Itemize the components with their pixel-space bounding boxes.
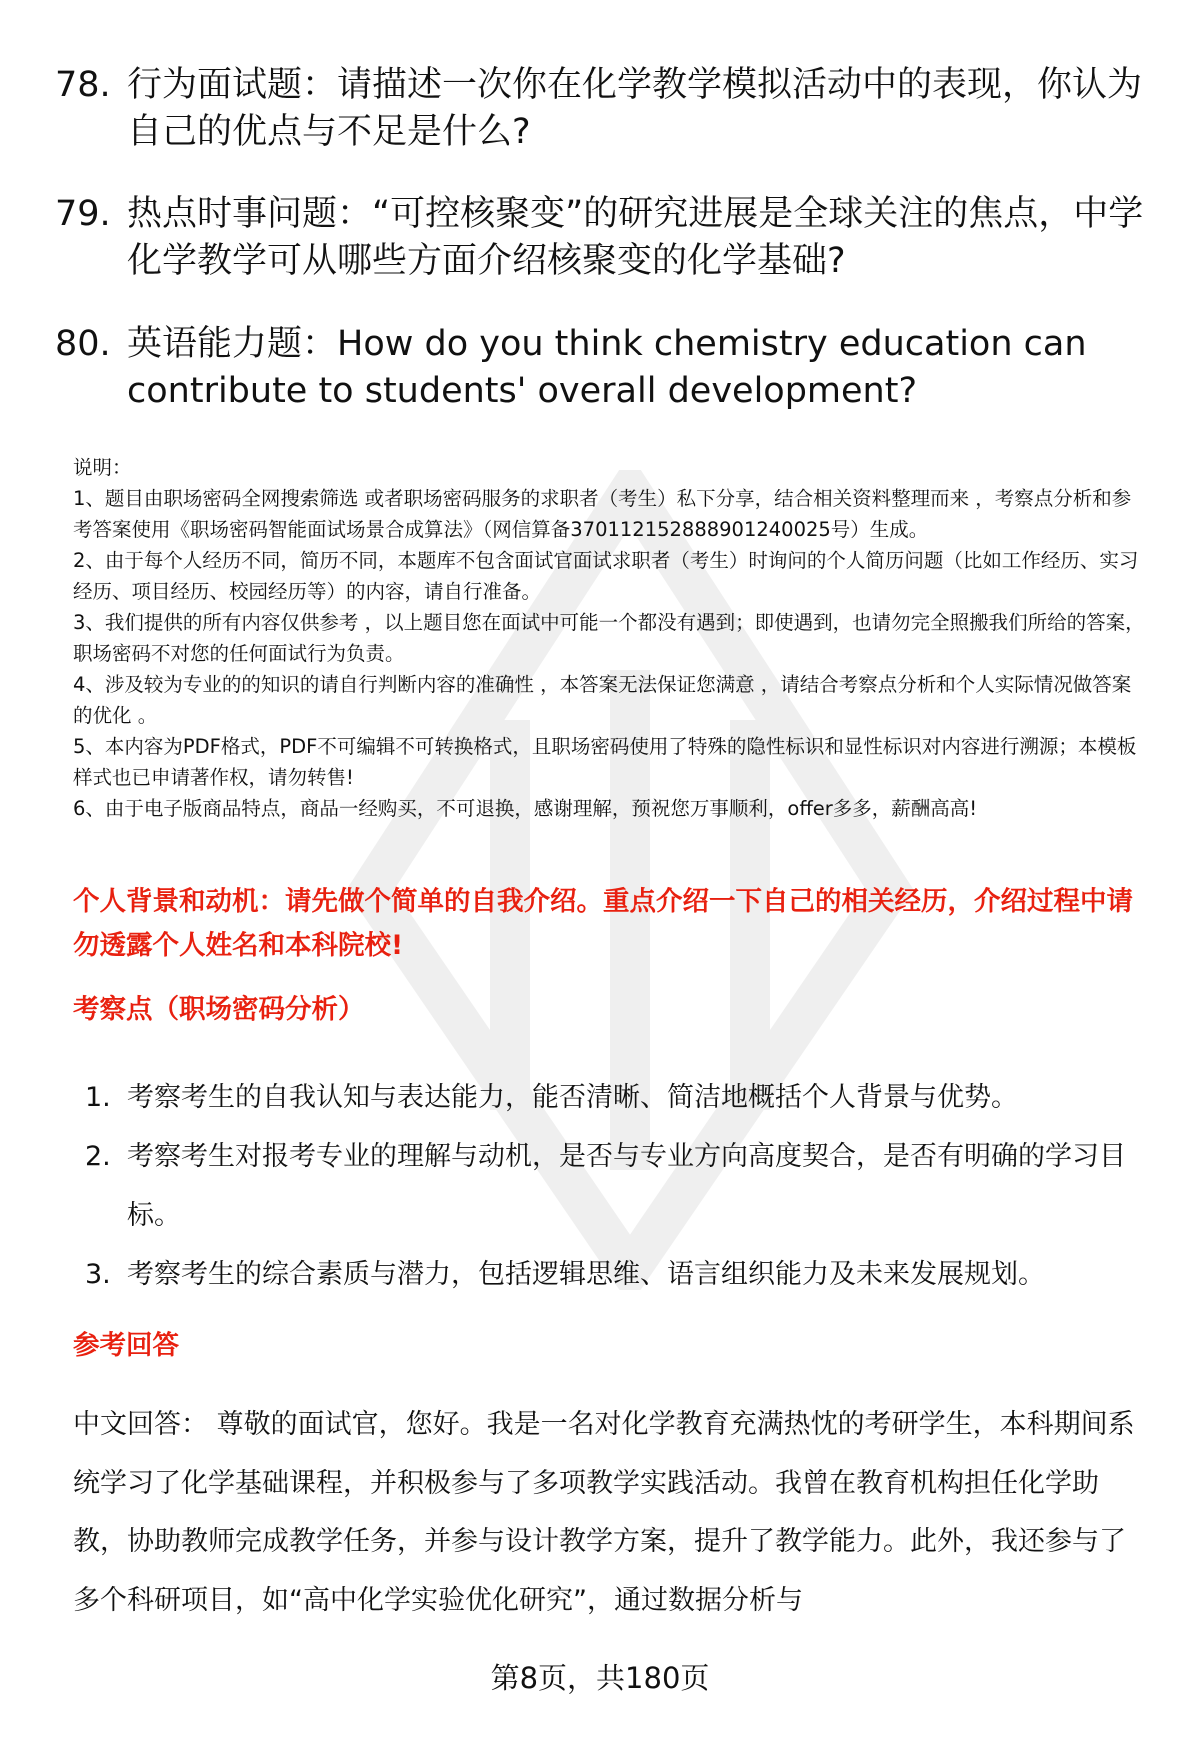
list-text: 考察考生的自我认知与表达能力，能否清晰、简洁地概括个人背景与优势。 (127, 1082, 1018, 1113)
question-79 (55, 191, 1145, 285)
list-item (85, 1068, 1165, 1127)
note-item: 1、题目由职场密码全网搜索筛选 或者职场密码服务的求职者（考生）私下分享，结合相关资料整理而来 ，考察点分析和参考答案使用《职场密码智能面试场景合成算法》（网信算备370112152888901240025号）生成。 (73, 487, 1132, 541)
question-number: 80. (55, 324, 111, 364)
list-item (85, 1127, 1165, 1245)
question-text: 行为面试题：请描述一次你在化学教学模拟活动中的表现，你认为自己的优点与不足是什么? (127, 65, 1143, 152)
list-number: 3. (85, 1259, 111, 1290)
page-footer: 第8页，共180页 (490, 1661, 710, 1695)
list-text: 考察考生对报考专业的理解与动机，是否与专业方向高度契合，是否有明确的学习目标。 (127, 1141, 1126, 1231)
note-item: 6、由于电子版商品特点，商品一经购买，不可退换，感谢理解，预祝您万事顺利，offer多多，薪酬高高! (73, 797, 978, 820)
list-number: 2. (85, 1141, 111, 1172)
list-item (85, 1245, 1165, 1304)
list-number: 1. (85, 1082, 111, 1113)
note-item: 2、由于每个人经历不同，简历不同，本题库不包含面试官面试求职者（考生）时询问的个人简历问题（比如工作经历、实习经历、项目经历、校园经历等）的内容，请自行准备。 (73, 549, 1139, 603)
list-text: 考察考生的综合素质与潜力，包括逻辑思维、语言组织能力及未来发展规划。 (127, 1259, 1045, 1290)
note-item: 3、我们提供的所有内容仅供参考 ，以上题目您在面试中可能一个都没有遇到；即使遇到，也请勿完全照搬我们所给的答案，职场密码不对您的任何面试行为负责。 (73, 611, 1145, 665)
question-78 (55, 62, 1145, 156)
analysis-heading: 考察点（职场密码分析） (73, 994, 365, 1025)
question-80 (55, 321, 1145, 415)
question-number: 79. (55, 194, 111, 234)
question-text: 英语能力题：How do you think chemistry education can contribute to students' overall development? (127, 324, 1087, 411)
question-text: 热点时事问题：“可控核聚变”的研究进展是全球关注的焦点，中学化学教学可从哪些方面介绍核聚变的化学基础? (127, 194, 1144, 281)
note-item: 4、涉及较为专业的的知识的请自行判断内容的准确性 ，本答案无法保证您满意 ，请结合考察点分析和个人实际情况做答案的优化 。 (73, 673, 1132, 727)
notes-title: 说明： (73, 456, 132, 479)
question-heading: 个人背景和动机：请先做个简单的自我介绍。重点介绍一下自己的相关经历，介绍过程中请勿透露个人姓名和本科院校! (73, 886, 1133, 961)
note-item: 5、本内容为PDF格式，PDF不可编辑不可转换格式，且职场密码使用了特殊的隐性标识和显性标识对内容进行溯源；本模板样式也已申请著作权，请勿转售! (73, 735, 1137, 789)
notes-section (73, 452, 1148, 824)
analysis-list (85, 1068, 1165, 1304)
answer-heading: 参考回答 (73, 1330, 179, 1361)
question-number: 78. (55, 65, 111, 105)
answer-text: 中文回答： 尊敬的面试官，您好。我是一名对化学教育充满热忱的考研学生，本科期间系统学习了化学基础课程，并积极参与了多项教学实践活动。我曾在教育机构担任化学助教，协助教师完成教学任务，并参与设计教学方案，提升了教学能力。此外，我还参与了多个科研项目，如“高中化学实验优化研究”，通过数据分析与 (73, 1409, 1135, 1616)
